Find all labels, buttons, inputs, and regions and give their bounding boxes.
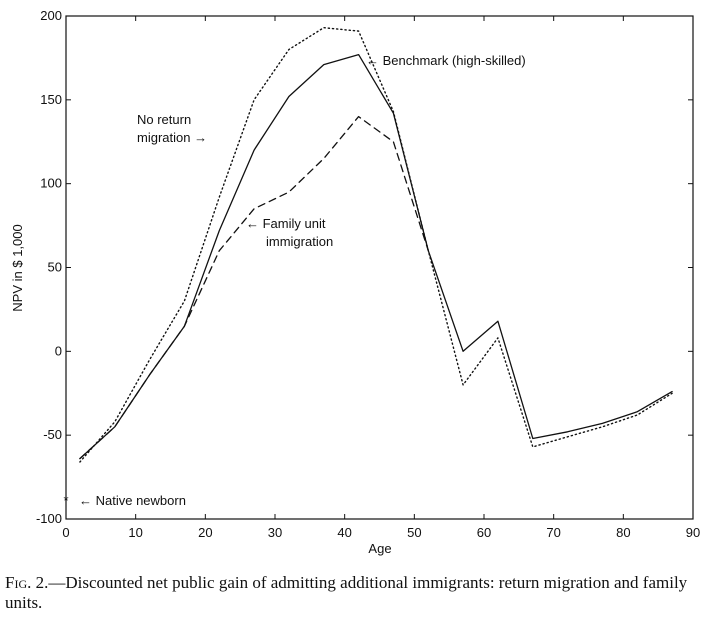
series-line-no-return-migration	[80, 28, 672, 462]
annotation-family-line1: ← Family unit	[246, 216, 326, 231]
x-tick-label: 50	[407, 525, 422, 540]
annotation-benchmark: ← Benchmark (high-skilled)	[366, 53, 526, 68]
native-newborn-marker: *	[63, 492, 69, 508]
y-tick-label: 0	[54, 343, 62, 359]
figure-caption	[5, 573, 721, 613]
x-tick-label: 90	[685, 525, 701, 540]
axis-tick-labels	[36, 8, 700, 540]
x-tick-label: 70	[546, 525, 561, 540]
caption-lead: Fig. 2.	[5, 573, 49, 592]
x-tick-label: 40	[337, 525, 352, 540]
axis-ticks	[66, 16, 693, 519]
x-tick-label: 60	[476, 525, 492, 540]
y-tick-label: -50	[43, 427, 62, 443]
x-axis-label: Age	[368, 541, 392, 556]
annotation-no-return-line2: migration →	[137, 130, 208, 145]
series-line-family-unit-immigration	[80, 117, 428, 459]
annotation-family-line2: immigration	[266, 234, 334, 249]
caption-text: —Discounted net public gain of admitting additional immigrants: return migration and family units.	[5, 573, 688, 612]
y-tick-label: -100	[35, 511, 62, 526]
x-tick-label: 10	[128, 525, 143, 540]
x-tick-label: 80	[616, 525, 631, 540]
y-tick-label: 150	[40, 91, 62, 107]
y-axis-label: NPV in $ 1,000	[10, 224, 25, 312]
annotation-native-newborn: ← Native newborn	[79, 493, 186, 508]
x-tick-label: 0	[62, 525, 70, 540]
x-tick-label: 20	[198, 525, 213, 540]
plot-frame	[66, 16, 693, 519]
series-group	[80, 28, 672, 462]
y-tick-label: 50	[47, 259, 62, 275]
y-tick-label: 100	[40, 175, 62, 191]
x-tick-label: 30	[267, 525, 283, 540]
annotation-no-return-line1: No return	[137, 112, 192, 127]
y-tick-label: 200	[40, 8, 62, 23]
